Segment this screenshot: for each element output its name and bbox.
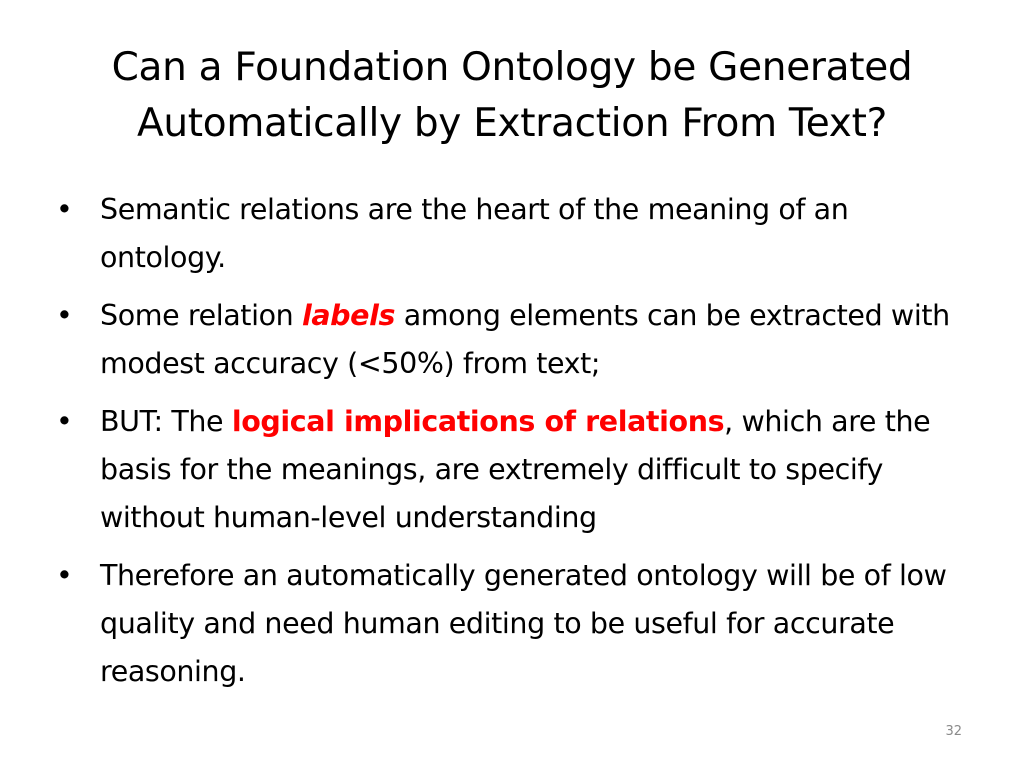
slide-number: 32 — [945, 724, 962, 739]
slide-title-line-1: Can a Foundation Ontology be Generated — [111, 45, 913, 90]
bullet-text-before: Some relation — [100, 299, 302, 332]
bullet-marker: • — [56, 299, 73, 332]
bullet-marker: • — [56, 405, 73, 438]
bullet-emphasis: labels — [301, 299, 396, 332]
bullet-text-after: among elements can be extracted with modest accuracy (<50%) from text; — [100, 299, 950, 380]
bullet-item — [56, 552, 966, 696]
bullet-item — [56, 186, 966, 282]
slide-title-line-2: Automatically by Extraction From Text? — [137, 101, 887, 146]
bullet-item — [56, 398, 966, 542]
bullet-item — [56, 292, 966, 388]
bullet-text: Semantic relations are the heart of the meaning of an ontology. — [100, 193, 849, 274]
bullet-marker: • — [56, 193, 73, 226]
bullet-emphasis: logical implications of relations — [231, 405, 725, 438]
bullet-text: Therefore an automatically generated ontology will be of low quality and need human editing to be useful for accurate reasoning. — [100, 559, 947, 688]
bullet-list — [56, 186, 966, 706]
bullet-text-before: BUT: The — [100, 405, 232, 438]
bullet-marker: • — [56, 559, 73, 592]
bullet-text-after: , which are the basis for the meanings, are extremely difficult to specify without human-level understanding — [100, 405, 931, 534]
slide-title — [40, 40, 984, 152]
